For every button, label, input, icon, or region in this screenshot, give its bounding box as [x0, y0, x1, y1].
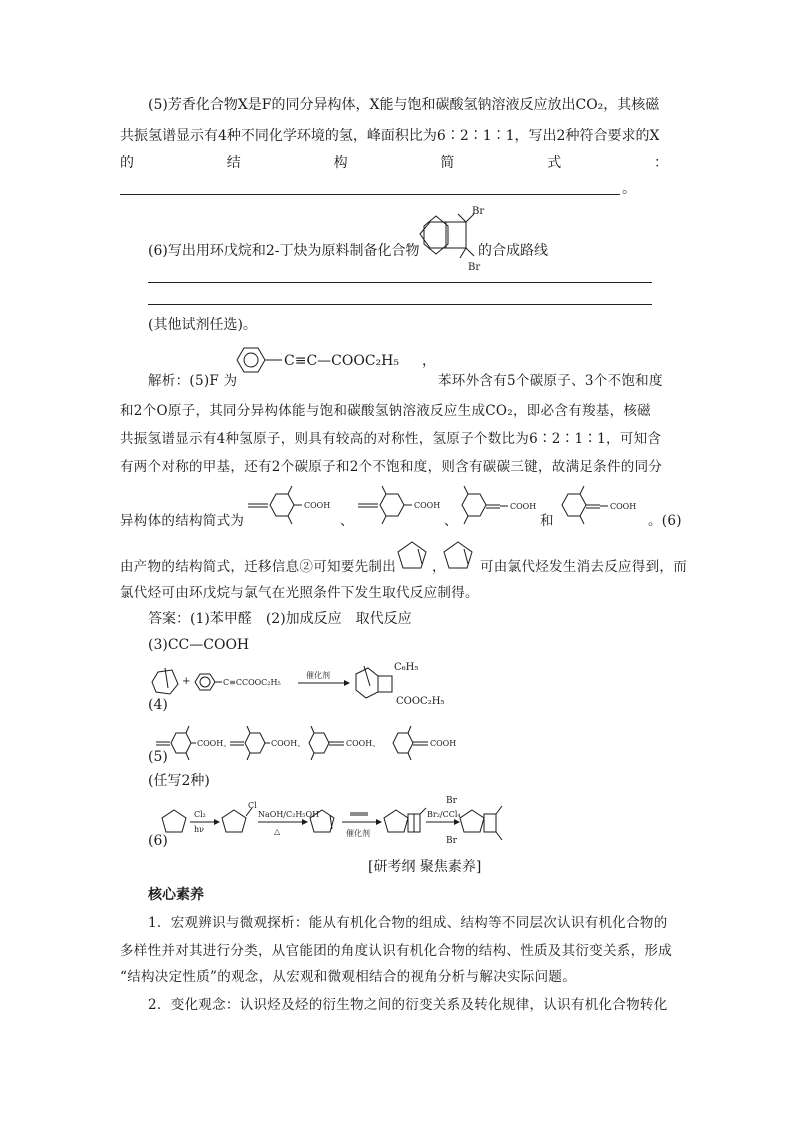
section-p1-line1: 1．宏观辨识与微观探析：能从有机化合物的组成、结构等不同层次认识有机化合物的	[148, 915, 668, 931]
q5-answer-blank	[120, 194, 620, 195]
answer-line-1: 答案：(1)苯甲醛 (2)加成反应 取代反应	[148, 611, 412, 627]
q6-br-top: Br	[472, 206, 485, 217]
svg-text:COOH、: COOH、	[346, 739, 381, 748]
svg-text:+: +	[182, 676, 191, 687]
r4-c6h5: C₆H₅	[394, 662, 419, 673]
q5-end-mark: 。	[622, 181, 636, 197]
answer-5-label: (5)	[148, 749, 168, 765]
q6-blank-1	[148, 282, 652, 283]
answer-6-label: (6)	[148, 833, 168, 849]
analysis-text-5-tail: 。(6)	[648, 513, 682, 529]
answer-4-substituents	[394, 662, 418, 674]
analysis-text-6b: ，	[432, 559, 446, 575]
q6-target-structure	[412, 204, 492, 274]
comma: ，	[422, 353, 436, 369]
answer-4-reaction	[148, 662, 408, 712]
sep-1: 、	[340, 513, 354, 529]
q6-blank-2	[148, 304, 652, 305]
q6-prompt: (6)写出用环戊烷和2-丁炔为原料制备化合物	[148, 243, 420, 259]
analysis-text-3: 共振氢谱显示有4种氢原子，则具有较高的对称性，氢原子个数比为6∶2∶1∶1，可知含	[120, 431, 662, 447]
r6-catalyst: 催化剂	[346, 829, 370, 838]
q6-note: (其他试剂任选)。	[148, 317, 257, 333]
r6-br2: Br₂/CCl₄	[427, 810, 461, 819]
svg-text:COOH、: COOH、	[271, 739, 306, 748]
q5-char: 的	[120, 155, 134, 171]
compound-f-formula: C≡C—COOC₂H₅	[284, 353, 399, 369]
r6-cl2: Cl₂	[194, 810, 206, 819]
cyclopentene-2	[440, 538, 476, 574]
q6-suffix: 的合成路线	[478, 243, 548, 259]
q5-char: 简	[440, 155, 455, 171]
r6-cl: Cl	[248, 801, 257, 810]
answer-5-structures	[148, 722, 488, 766]
q5-char: ：	[653, 155, 668, 171]
r6-naoh: NaOH/C₂H₅OH	[258, 810, 320, 819]
sep-2: 、	[444, 513, 458, 529]
q5-line3	[120, 152, 668, 174]
cooh-label: COOH	[510, 502, 537, 511]
answer-5-note: (任写2种)	[148, 773, 210, 789]
answer-4-label: (4)	[148, 697, 168, 713]
answer-line-2: (3)CC—COOH	[148, 637, 250, 653]
svg-text:COOH、: COOH、	[197, 739, 232, 748]
isomer-2-structure	[356, 484, 456, 530]
section-p2-line1: 2．变化观念：认识烃及烃的衍生物之间的衍变关系及转化规律，认识有机化合物转化	[148, 997, 668, 1013]
analysis-text-7: 氯代烃可由环戊烷与氯气在光照条件下发生取代反应制得。	[120, 585, 479, 601]
cooh-label: COOH	[414, 501, 441, 510]
r6-br-bottom: Br	[446, 836, 457, 846]
cooh-label: COOH	[610, 502, 637, 511]
svg-text:COOH: COOH	[430, 739, 457, 748]
r6-br-top: Br	[446, 796, 457, 806]
analysis-text-4: 有两个对称的甲基，还有2个碳原子和2个不饱和度，则含有碳碳三键，故满足条件的同分	[120, 459, 663, 475]
r6-delta: △	[274, 827, 281, 836]
r6-hv: hν	[194, 825, 205, 834]
answer-4-ester: COOC₂H₅	[396, 696, 445, 707]
analysis-text-1: 苯环外含有5个碳原子、3个不饱和度	[438, 373, 663, 389]
q5-line1: (5)芳香化合物X是F的同分异构体，X能与饱和碳酸氢钠溶液反应放出CO₂，其核磁	[148, 97, 660, 113]
compound-f-structure	[232, 342, 436, 382]
isomer-1-structure	[246, 484, 346, 530]
analysis-text-6c: 可由氯代烃发生消去反应得到，而	[480, 559, 687, 575]
r4-reagent: C≡CCOOC₂H₅	[223, 678, 281, 687]
sep-3: 和	[540, 513, 554, 529]
q5-line2: 共振氢谱显示有4种不同化学环境的氢，峰面积比为6∶2∶1∶1，写出2种符合要求的X	[120, 128, 660, 144]
q6-br-bottom: Br	[468, 262, 481, 273]
analysis-lead: 解析：(5)F 为	[148, 373, 238, 389]
q5-char: 结	[226, 155, 241, 171]
cooh-label: COOH	[304, 501, 331, 510]
analysis-text-6a: 由产物的结构简式，迁移信息②可知要先制出	[120, 559, 396, 575]
section-tag: [研考纲 聚焦素养]	[368, 859, 482, 875]
r4-catalyst: 催化剂	[306, 671, 330, 680]
cyclopentene-1	[394, 538, 430, 574]
q5-char: 式	[547, 155, 562, 171]
q5-char: 构	[333, 155, 348, 171]
analysis-text-2: 和2个O原子，其同分异构体能与饱和碳酸氢钠溶液反应生成CO₂，即必含有羧基，核磁	[120, 403, 651, 419]
section-p1-line3: “结构决定性质”的观念，从宏观和微观相结合的视角分析与解决实际问题。	[120, 969, 577, 985]
isomer-4-structure	[556, 484, 656, 530]
section-p1-line2: 多样性并对其进行分类，从官能团的角度认识有机化合物的结构、性质及其衍变关系，形成	[120, 943, 672, 959]
section-heading: 核心素养	[148, 887, 204, 903]
analysis-text-5: 异构体的结构简式为	[120, 513, 245, 529]
